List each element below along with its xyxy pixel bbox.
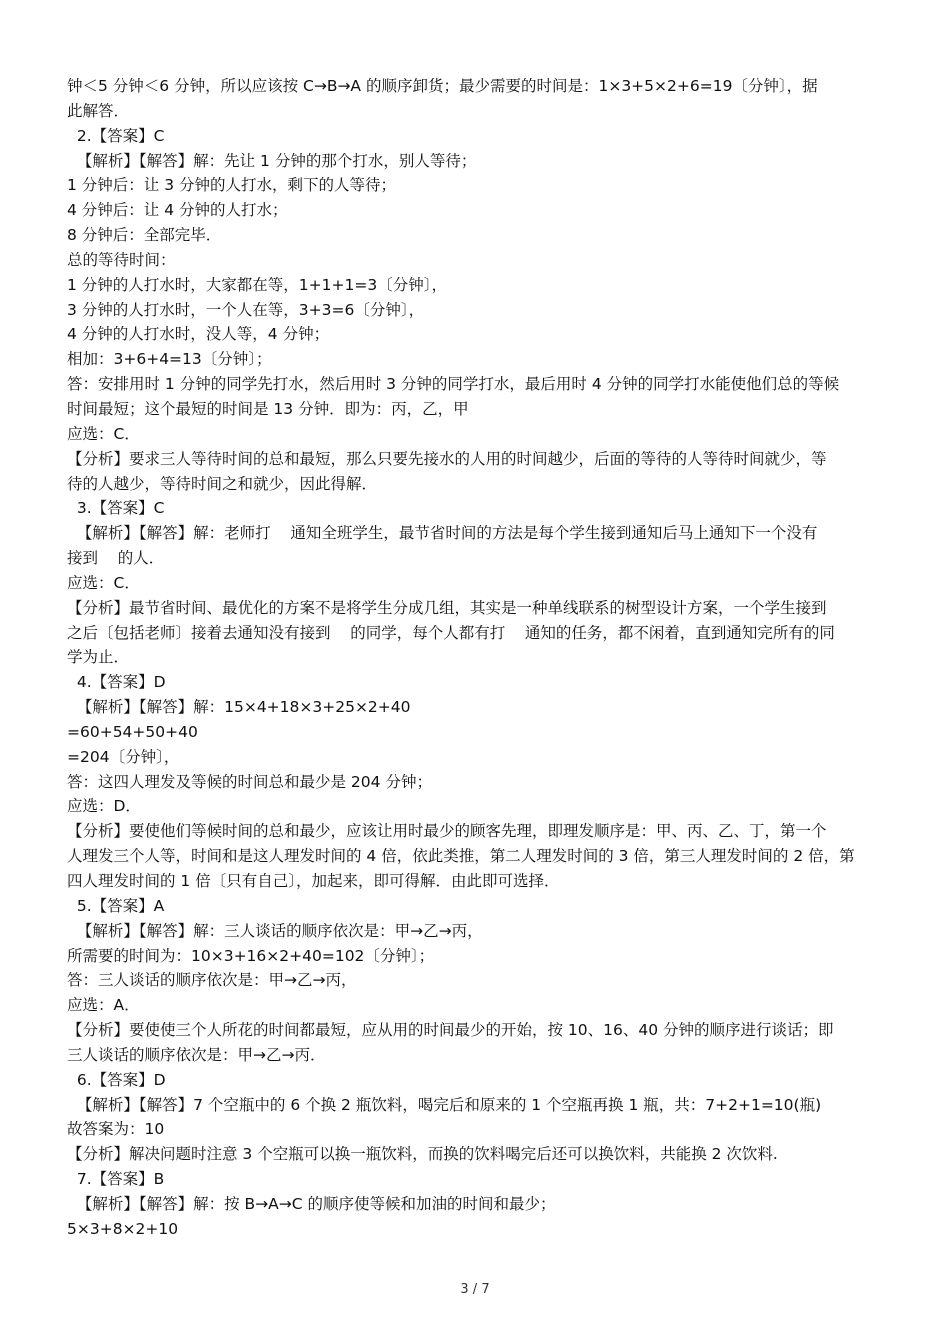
text-line: 4 分钟的人打水时，没人等，4 分钟； <box>67 325 330 344</box>
text-line: 钟＜5 分钟＜6 分钟，所以应该按 C→B→A 的顺序卸货；最少需要的时间是：1×3+5×2+6=19〔分钟〕，据 <box>67 77 818 95</box>
text-line: 时间最短；这个最短的时间是 13 分钟．即为：丙，乙，甲 <box>67 399 469 418</box>
text-line: 【解析】【解答】7 个空瓶中的 6 个换 2 瓶饮料，喝完后和原来的 1 个空瓶再换 1 瓶，共：7+2+1=10(瓶) <box>67 1095 822 1114</box>
text-line: 3.【答案】C <box>67 499 165 518</box>
text-line: 答：这四人理发及等候的时间总和最少是 204 分钟； <box>67 772 432 791</box>
text-line: 答：安排用时 1 分钟的同学先打水，然后用时 3 分钟的同学打水，最后用时 4 分钟的同学打水能使他们总的等候 <box>67 375 840 394</box>
text-line: 1 分钟后：让 3 分钟的人打水，剩下的人等待； <box>67 176 397 195</box>
text-line: 之后〔包括老师〕接着去通知没有接到 的同学，每个人都有打 通知的任务，都不闲着，直到通知完所有的同 <box>67 623 835 642</box>
text-line: 所需要的时间为：10×3+16×2+40=102〔分钟〕； <box>67 946 435 965</box>
text-line: 待的人越少，等待时间之和就少，因此得解． <box>67 474 378 493</box>
text-line: 应选：A． <box>67 996 140 1015</box>
text-line: 【分析】要求三人等待时间的总和最短，那么只要先接水的人用的时间越少，后面的等待的人等待时间就少，等 <box>67 449 827 468</box>
text-line: 7.【答案】B <box>67 1170 165 1189</box>
text-line: 应选：C． <box>67 573 140 592</box>
text-line: 三人谈话的顺序依次是：甲→乙→丙． <box>67 1045 326 1064</box>
document-body <box>67 74 887 1242</box>
text-line: 【解析】【解答】解：15×4+18×3+25×2+40 <box>67 698 411 717</box>
text-line: 1 分钟的人打水时，大家都在等，1+1+1=3〔分钟〕， <box>67 275 447 294</box>
text-line: 4.【答案】D <box>67 673 166 692</box>
text-line: 接到 的人． <box>67 549 165 568</box>
text-line: 四人理发时间的 1 倍〔只有自己〕，加起来，即可得解．由此即可选择． <box>67 872 560 890</box>
text-line: 【解析】【解答】解：三人谈话的顺序依次是：甲→乙→丙， <box>67 921 483 940</box>
text-line: 【解析】【解答】解：先让 1 分钟的那个打水，别人等待； <box>67 151 477 170</box>
text-line: 人理发三个人等，时间和是这人理发时间的 4 倍，依此类推，第二人理发时间的 3 倍，第三人理发时间的 2 倍，第 <box>67 847 855 866</box>
text-line: 2.【答案】C <box>67 126 165 145</box>
text-line: 学为止． <box>67 648 130 667</box>
text-line: 5×3+8×2+10 <box>67 1219 179 1238</box>
page-number: 3 / 7 <box>460 1282 490 1297</box>
text-line: 6.【答案】D <box>67 1070 166 1089</box>
text-line: 此解答． <box>67 101 130 120</box>
text-line: =204〔分钟〕， <box>67 747 180 766</box>
text-line: 【解析】【解答】解：老师打 通知全班学生，最节省时间的方法是每个学生接到通知后马上通知下一个没有 <box>67 524 818 543</box>
text-line: 5.【答案】A <box>67 896 165 915</box>
text-line: 4 分钟后：让 4 分钟的人打水； <box>67 201 288 220</box>
text-line: 总的等待时间： <box>67 250 176 269</box>
text-line: 【分析】解决问题时注意 3 个空瓶可以换一瓶饮料，而换的饮料喝完后还可以换饮料，共能换 2 次饮料. <box>67 1145 778 1164</box>
text-line: 故答案为：10 <box>67 1120 165 1139</box>
text-line: 【分析】最节省时间、最优化的方案不是将学生分成几组，其实是一种单线联系的树型设计方案，一个学生接到 <box>67 598 827 617</box>
text-line: 3 分钟的人打水时，一个人在等，3+3=6〔分钟〕， <box>67 300 425 319</box>
text-line: 【分析】要使他们等候时间的总和最少，应该让用时最少的顾客先理，即理发顺序是：甲、丙、乙、丁，第一个 <box>67 822 827 841</box>
text-line: 应选：D． <box>67 797 141 816</box>
text-line: 应选：C． <box>67 424 140 443</box>
text-line: 相加：3+6+4=13〔分钟〕； <box>67 350 272 369</box>
text-line: 【解析】【解答】解：按 B→A→C 的顺序使等候和加油的时间和最少； <box>67 1194 556 1213</box>
text-line: =60+54+50+40 <box>67 722 198 741</box>
text-line: 答：三人谈话的顺序依次是：甲→乙→丙， <box>67 971 357 990</box>
text-line: 8 分钟后：全部完毕． <box>67 226 222 245</box>
text-line: 【分析】要使使三个人所花的时间都最短，应从用的时间最少的开始，按 10、16、40 分钟的顺序进行谈话；即 <box>67 1021 834 1040</box>
